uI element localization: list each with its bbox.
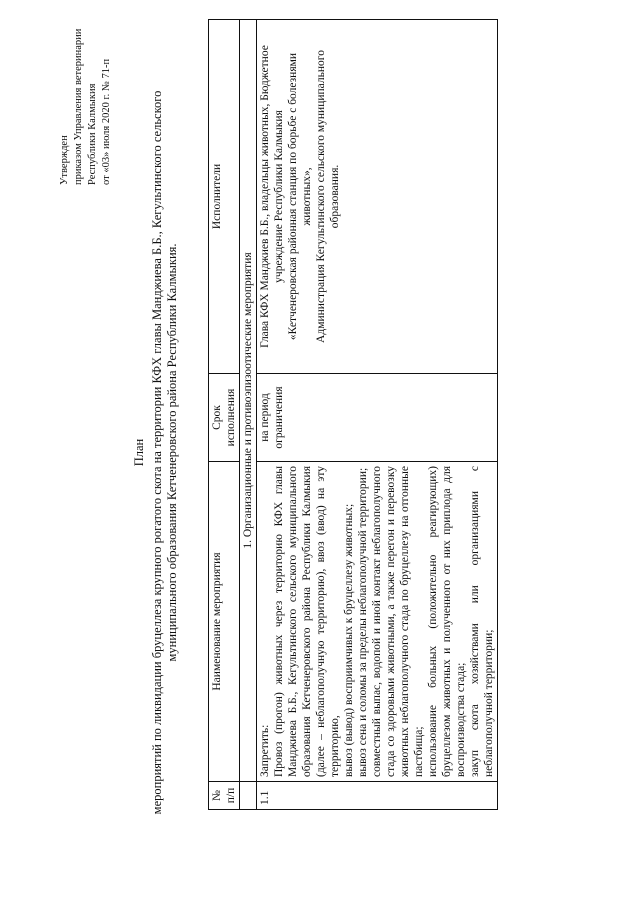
approval-stamp-block <box>58 10 114 185</box>
table-header-row <box>209 20 240 810</box>
plan-title: План <box>132 438 146 467</box>
executor-line-1: Глава КФХ Манджиев Б.Б., владельцы животных, Бюджетное учреждение Республики Калмыкия <box>259 45 285 348</box>
measure-paragraph-2: вывоз (вывод) восприимчивых к бруцеллезу животных; <box>343 503 355 777</box>
header-num: № п/п <box>209 782 240 810</box>
section-row <box>240 20 257 810</box>
approval-line-3: Республики Калмыкия <box>87 83 98 185</box>
measure-paragraph-5: использование больных (положительно реагирующих) бруцеллезом животных и полученного от них приплода для воспроизводства стада; <box>427 466 467 777</box>
row-measure-text <box>257 462 498 782</box>
header-executors: Исполнители <box>209 20 240 374</box>
approval-line-1: Утвержден <box>59 135 70 185</box>
executor-line-3: Администрация Кегультинского сельского муниципального образования. <box>315 50 341 343</box>
header-name: Наименование мероприятия <box>209 462 240 782</box>
executor-line-2: «Кетченеровская районная станция по борьбе с болезнями животных», <box>287 52 313 341</box>
row-term: на период ограничения <box>257 374 498 462</box>
measure-paragraph-4: совместный выпас, водопой и иной контакт неблагополучного стада со здоровыми животными, а также перегон и перевозку животных неблагополучного стада по бруцеллезу на отгонные пастбища; <box>371 466 425 777</box>
measure-paragraph-3: вывоз сена и соломы за пределы неблагополучной территории; <box>357 467 369 777</box>
measure-paragraph-6: закуп скота хозяйствами или организациями с неблагополучной территории; <box>469 466 495 777</box>
approval-line-2: приказом Управления ветеринарии <box>73 28 84 185</box>
row-executors <box>257 20 498 374</box>
section-title: 1. Организационные и противоэпизоотические мероприятия <box>240 20 257 782</box>
measures-table <box>208 19 498 810</box>
approval-line-4: от «03» июля 2020 г. № 71-п <box>101 58 112 185</box>
table-row <box>257 20 498 810</box>
plan-subtitle: мероприятий по ликвидации бруцеллеза крупного рогатого скота на территории КФХ главы Манджиева Б.Б., Кегультинского сельского муниципального образования Кетченеровского района Республики Калмыкия. <box>150 90 179 815</box>
measure-paragraph-1: Провоз (прогон) животных через территорию КФХ главы Манджиева Б.Б., Кегультинского сельского муниципального образования Кетченеровского района Республики Калмыкия (далее – неблагополучную территорию), ввоз (ввод) на эту территорию, <box>273 466 341 777</box>
measure-lead: Запретить: <box>259 724 271 777</box>
section-num-cell <box>240 782 257 810</box>
header-term: Срок исполнения <box>209 374 240 462</box>
row-num: 1.1 <box>257 782 498 810</box>
